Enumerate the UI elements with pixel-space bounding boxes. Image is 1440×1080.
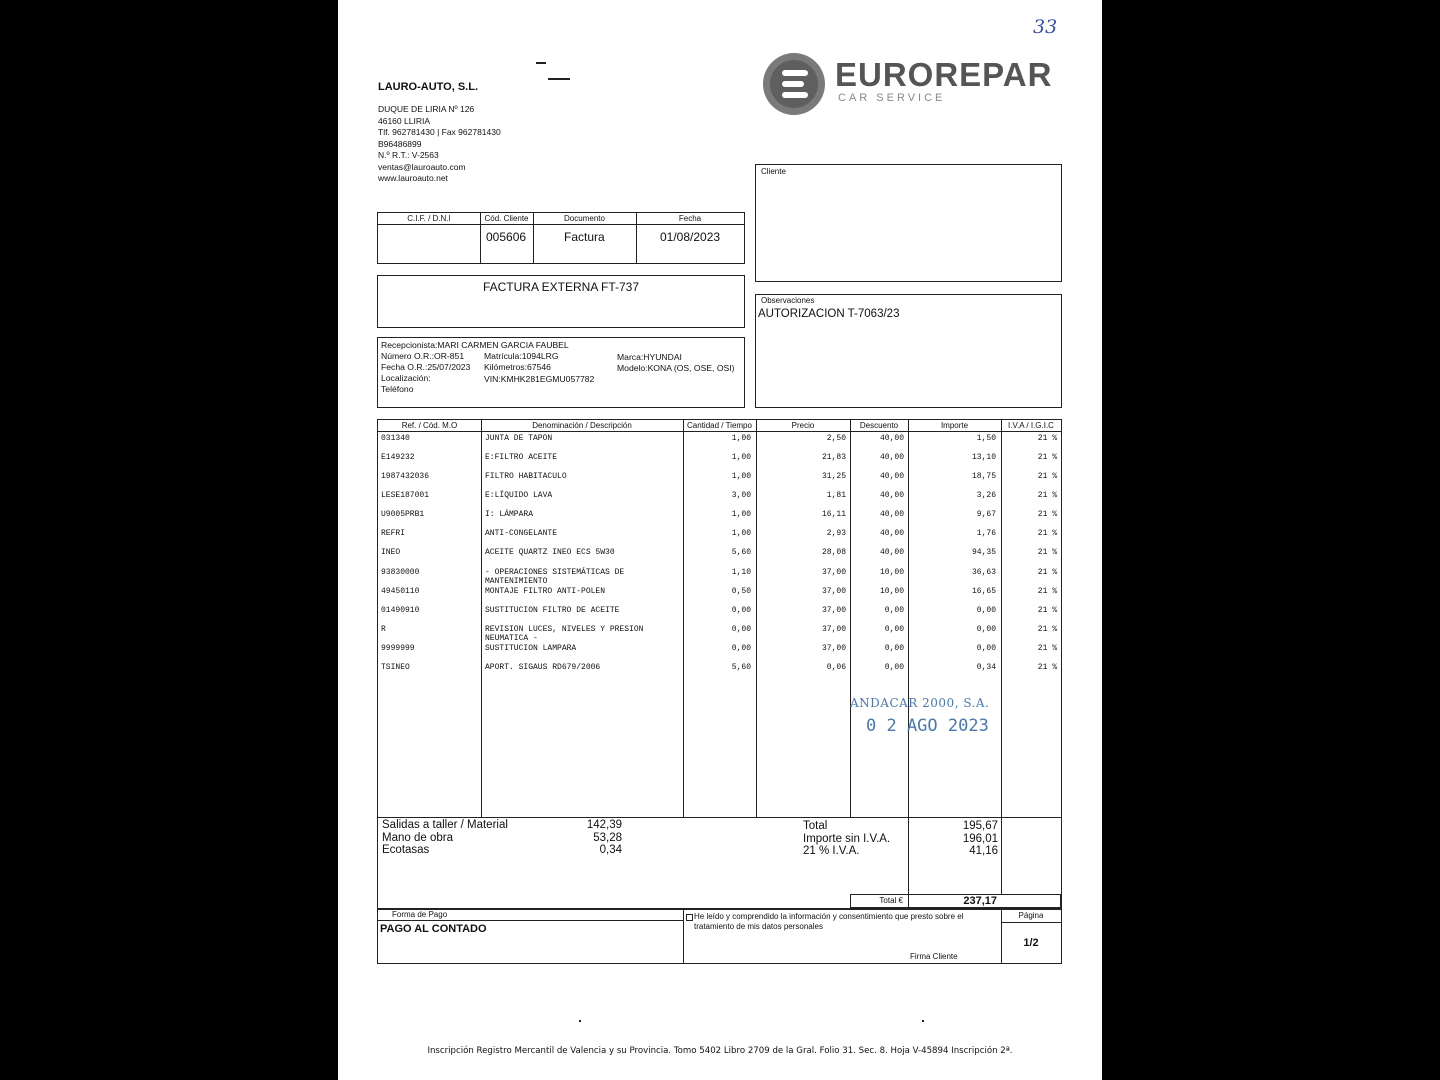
cell-iva: 21 % [1037,568,1057,577]
telefono: Teléfono [381,384,414,394]
cell-iva: 21 % [1037,587,1057,596]
cell-disc: 0,00 [884,625,904,634]
cell-qty: 1,10 [731,568,751,577]
cell-iva: 21 % [1037,472,1057,481]
cell-disc: 40,00 [879,453,904,462]
summary-mano-value: 53,28 [593,831,622,844]
lines-table [377,419,1062,818]
scan-dot [922,1020,924,1022]
cell-iva: 21 % [1037,510,1057,519]
cell-disc: 0,00 [884,644,904,653]
info-header-cif: C.I.F. / D.N.I [378,213,480,225]
info-documento: Factura [564,230,605,244]
summary-material-label: Salidas a taller / Material [382,819,508,831]
cell-imp: 0,00 [976,625,996,634]
lines-table-body [378,420,1061,817]
cell-price: 28,08 [821,548,846,557]
numero-or: Número O.R.:OR-851 [381,351,465,361]
company-line: N.º R.T.: V-2563 [378,150,439,160]
cell-desc-line2: MANTENIMIENTO [485,577,548,586]
col-header-ref: Ref. / Cód. M.O [378,420,481,432]
cell-imp: 13,10 [971,453,996,462]
cell-imp: 9,67 [976,510,996,519]
info-header-doc: Documento [533,213,636,225]
consent-line: tratamiento de mis datos personales [694,922,823,931]
grand-total-label: Total € [879,896,903,905]
cell-disc: 40,00 [879,491,904,500]
cell-qty: 1,00 [731,510,751,519]
cell-qty: 3,00 [731,491,751,500]
cell-ref: U9005PRB1 [381,510,425,519]
cell-disc: 40,00 [879,472,904,481]
cell-price: 37,00 [821,625,846,634]
cell-price: 16,11 [821,510,846,519]
summary-sin-iva-value: 196,01 [962,832,998,845]
firma-cliente: Firma Cliente [910,952,958,961]
recepcionista: Recepcionista:MARI CARMEN GARCIA FAUBEL [381,340,569,350]
company-line: ventas@lauroauto.com [378,161,466,172]
cell-ref: 01490910 [381,606,420,615]
cell-desc: ACEITE QUARTZ INEO ECS 5W30 [485,548,615,557]
pagina-value: 1/2 [1023,937,1039,949]
observaciones-value: AUTORIZACION T-7063/23 [758,308,900,320]
table-row [378,548,1061,558]
cell-ref: TSINEO [381,663,410,672]
table-row [378,625,1061,643]
cell-iva: 21 % [1037,548,1057,557]
cell-disc: 40,00 [879,529,904,538]
table-row [378,491,1061,501]
cell-desc: E:LÍQUIDO LAVA [485,491,553,500]
factura-box [377,275,745,328]
summary-ecotasas-label: Ecotasas [382,844,430,856]
cell-price: 37,00 [821,606,846,615]
scan-dot [579,1020,581,1022]
cell-ref: R [381,625,386,634]
cell-imp: 94,35 [971,548,996,557]
consent-checkbox[interactable] [686,914,693,921]
col-header-imp: Importe [908,420,1001,432]
summary-total-value: 195,67 [962,820,998,832]
summary-mano-label: Mano de obra [382,831,453,844]
cell-ref: 49450110 [381,587,420,596]
vin: VIN:KMHK281EGMU057782 [484,374,595,384]
cliente-label: Cliente [761,167,786,176]
cell-disc: 10,00 [879,568,904,577]
cell-qty: 0,50 [731,587,751,596]
cell-imp: 0,00 [976,606,996,615]
col-header-desc: Denominación / Descripción [481,420,683,432]
cell-disc: 40,00 [879,510,904,519]
cell-ref: REFRI [381,529,406,538]
cell-price: 21,83 [821,453,846,462]
col-header-disc: Descuento [850,420,908,432]
payment-value: PAGO AL CONTADO [380,923,487,935]
cell-imp: 3,26 [976,491,996,500]
cell-qty: 5,60 [731,663,751,672]
factura-title: FACTURA EXTERNA FT-737 [482,280,640,294]
summary-left [382,819,622,857]
cell-disc: 0,00 [884,663,904,672]
table-row [378,568,1061,586]
cell-price: 1,81 [826,491,846,500]
cell-ref: 1987432036 [381,472,430,481]
logo-brand: EUROREPAR [835,56,1053,93]
stamp-company: ANDACAR 2000, S.A. [850,696,990,710]
company-line: DUQUE DE LIRIA Nº 126 [378,104,475,114]
cell-qty: 1,00 [731,434,751,443]
modelo: Modelo:KONA (OS, OSE, OSI) [617,363,735,373]
localizacion: Localización: [381,373,431,383]
cell-iva: 21 % [1037,663,1057,672]
company-name: LAURO-AUTO, S.L. [378,81,479,93]
cell-iva: 21 % [1037,644,1057,653]
cell-ref: 031340 [381,434,410,443]
company-line: www.lauroauto.net [378,173,448,183]
info-header-fecha: Fecha [636,213,744,225]
observaciones-box [755,294,1062,408]
eurorepar-logo-icon [762,52,826,116]
table-row [378,434,1061,444]
cell-disc: 0,00 [884,606,904,615]
observaciones-label: Observaciones [761,296,815,305]
cell-qty: 5,60 [731,548,751,557]
pagina-label: Página [1018,911,1044,920]
cell-imp: 1,50 [976,434,996,443]
page-mark: 33 [1033,16,1058,38]
grand-total-box [850,894,1061,908]
cell-ref: E149232 [381,453,415,462]
table-row [378,644,1061,654]
cell-desc: SUSTITUCION LAMPARA [485,644,577,653]
cell-qty: 1,00 [731,472,751,481]
summary-ecotasas-value: 0,34 [599,844,622,856]
summary-right [803,820,998,858]
cell-iva: 21 % [1037,529,1057,538]
info-table [377,212,745,264]
kilometros: Kilómetros:67546 [484,362,551,372]
cell-imp: 16,65 [971,587,996,596]
fecha-or: Fecha O.R.:25/07/2023 [381,362,471,372]
matricula: Matrícula:1094LRG [484,351,559,361]
cliente-box [755,164,1062,282]
table-row [378,510,1061,520]
cell-imp: 1,76 [976,529,996,538]
cell-iva: 21 % [1037,434,1057,443]
consent-line: He leído y comprendido la información y consentimiento que presto sobre el [694,912,964,921]
company-line: B96486899 [378,138,422,149]
cell-desc: - OPERACIONES SISTEMÁTICAS DE [485,568,625,577]
eurorepar-logo [762,52,1062,116]
consent-text [694,912,963,932]
cell-qty: 0,00 [731,625,751,634]
summary-sin-iva-label: Importe sin I.V.A. [803,832,891,845]
cell-iva: 21 % [1037,453,1057,462]
summary-iva-value: 41,16 [969,845,998,857]
cell-qty: 0,00 [731,606,751,615]
logo-sub: CAR SERVICE [838,92,946,104]
cell-price: 0,06 [826,663,846,672]
cell-imp: 36,63 [971,568,996,577]
cell-desc: FILTRO HABITACULO [485,472,567,481]
grand-total-value: 237,17 [963,895,997,907]
cell-qty: 0,00 [731,644,751,653]
company-line: 46160 LLIRIA [378,115,430,126]
table-row [378,606,1061,616]
cell-desc: APORT. SIGAUS RD679/2006 [485,663,601,672]
cell-ref: INEO [381,548,401,557]
received-stamp [850,696,1010,736]
cell-ref: LESE187001 [381,491,430,500]
registry-footer: Inscripción Registro Mercantil de Valencia y su Provincia. Tomo 5402 Libro 2709 de la Gral. Folio 31. Sec. 8. Hoja V-45894 Inscripción 2ª. [427,1046,1013,1056]
cell-price: 2,50 [826,434,846,443]
cell-desc: MONTAJE FILTRO ANTI-POLEN [485,587,606,596]
stamp-date: 0 2 AGO 2023 [866,716,989,736]
cell-desc: REVISION LUCES, NIVELES Y PRESION [485,625,644,634]
info-fecha: 01/08/2023 [660,230,721,244]
cell-desc: ANTI-CONGELANTE [485,529,558,538]
cell-imp: 18,75 [971,472,996,481]
summary-material-value: 142,39 [586,819,622,831]
cell-price: 37,00 [821,644,846,653]
cell-desc: JUNTA DE TAPON [485,434,553,443]
cell-imp: 0,00 [976,644,996,653]
cell-desc-line2: NEUMATICA - [485,634,538,643]
cell-desc: I: LÁMPARA [485,510,534,519]
info-cod-cliente: 005606 [486,230,527,244]
company-address [378,104,501,185]
marca: Marca:HYUNDAI [617,352,682,362]
cell-qty: 1,00 [731,529,751,538]
info-header-cod: Cód. Cliente [480,213,533,225]
cell-ref: 93830000 [381,568,420,577]
summary-iva-label: 21 % I.V.A. [803,845,860,857]
cell-iva: 21 % [1037,625,1057,634]
cell-price: 37,00 [821,587,846,596]
cell-price: 2,93 [826,529,846,538]
cell-disc: 40,00 [879,434,904,443]
cell-iva: 21 % [1037,491,1057,500]
cell-disc: 40,00 [879,548,904,557]
company-line: Tlf. 962781430 | Fax 962781430 [378,127,501,137]
summary-box [377,818,1062,909]
cell-ref: 9999999 [381,644,415,653]
table-row [378,529,1061,539]
cell-disc: 10,00 [879,587,904,596]
summary-total-label: Total [803,820,828,832]
reception-box [377,337,745,408]
cell-iva: 21 % [1037,606,1057,615]
cell-desc: SUSTITUCION FILTRO DE ACEITE [485,606,620,615]
cell-price: 31,25 [821,472,846,481]
cell-desc: E:FILTRO ACEITE [485,453,558,462]
cell-price: 37,00 [821,568,846,577]
col-header-iva: I.V.A / I.G.I.C [1001,420,1061,432]
table-row [378,587,1061,597]
payment-label: Forma de Pago [392,910,448,919]
col-header-price: Precio [756,420,850,432]
table-row [378,453,1061,463]
table-row [378,472,1061,482]
col-header-qty: Cantidad / Tiempo [683,420,756,432]
table-row [378,663,1061,673]
scan-mark [548,78,570,80]
cell-qty: 1,00 [731,453,751,462]
scan-mark [536,62,546,64]
invoice-page [338,0,1102,1080]
payment-row [377,909,1062,964]
cell-imp: 0,34 [976,663,996,672]
